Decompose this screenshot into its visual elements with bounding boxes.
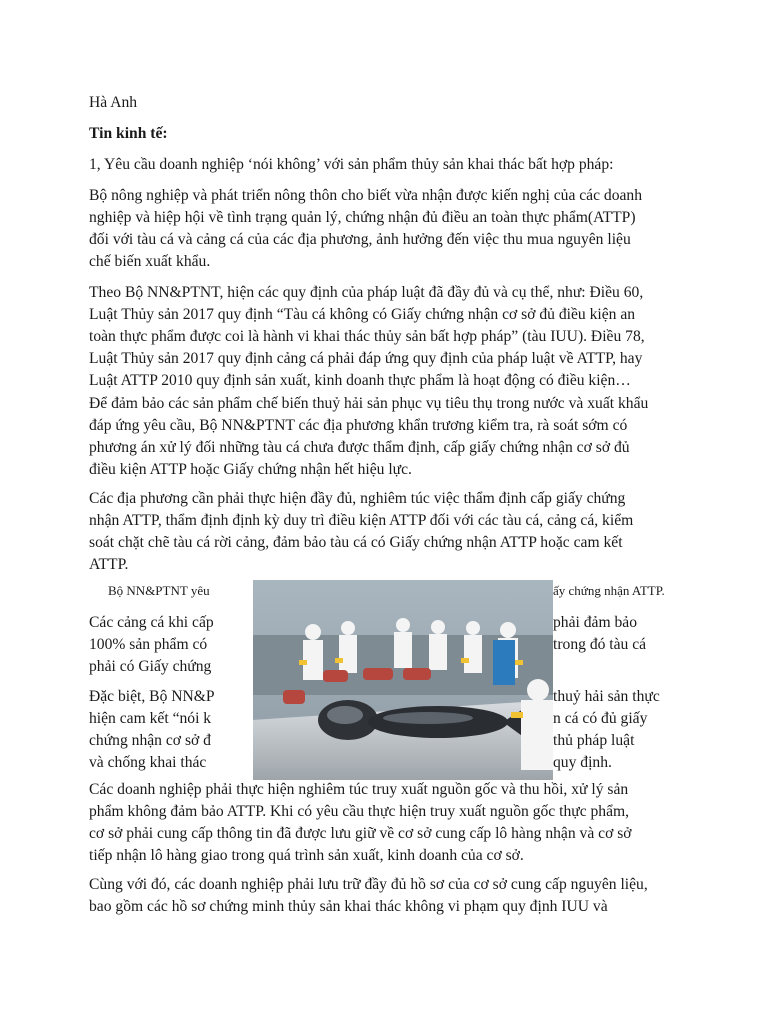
paragraph-line: đối với tàu cá và cảng cá của các địa phương, ảnh hưởng đến việc thu mua nguyên liệu — [89, 231, 631, 248]
paragraph-line: và chống khai thác — [89, 754, 207, 771]
paragraph-line: Luật Thủy sản 2017 quy định cảng cá phải đáp ứng quy định của pháp luật về ATTP, hay — [89, 350, 643, 367]
paragraph-line: nghiệp và hiệp hội về tình trạng quản lý, chứng nhận đủ điều an toàn thực phẩm(ATTP) — [89, 209, 636, 226]
paragraph-line: quy định. — [553, 754, 612, 771]
paragraph-line: Theo Bộ NN&PTNT, hiện các quy định của pháp luật đã đầy đủ và cụ thể, như: Điều 60, — [89, 284, 644, 301]
paragraph-line: toàn thực phẩm được coi là hành vi khai thác thủy sản bất hợp pháp” (tàu IUU). Điều 78, — [89, 328, 645, 345]
paragraph-line: ATTP. — [89, 556, 129, 573]
paragraph-line: Bộ nông nghiệp và phát triển nông thôn cho biết vừa nhận được kiến nghị của các doanh — [89, 187, 643, 204]
paragraph-line: phải đảm bảo — [553, 614, 638, 631]
photo-caption-left: Bộ NN&PTNT yêu — [108, 583, 210, 598]
paragraph-line: chứng nhận cơ sở đ — [89, 732, 211, 749]
paragraph-line: phẩm không đảm bảo ATTP. Khi có yêu cầu thực hiện truy xuất nguồn gốc thực phẩm, — [89, 803, 630, 820]
author-name: Hà Anh — [89, 94, 138, 111]
paragraph-line: Để đảm bảo các sản phẩm chế biến thuỷ hải sản phục vụ tiêu thụ trong nước và xuất khẩu — [89, 395, 649, 412]
paragraph-line: đáp ứng yêu cầu, Bộ NN&PTNT các địa phương khẩn trương kiểm tra, rà soát sớm có — [89, 417, 628, 434]
paragraph-line: tiếp nhận lô hàng giao trong quá trình sản xuất, kinh doanh của cơ sở. — [89, 847, 524, 864]
paragraph-line: soát chặt chẽ tàu cá rời cảng, đảm bảo tàu cá có Giấy chứng nhận ATTP hoặc cam kết — [89, 534, 623, 551]
paragraph-line: cơ sở phải cung cấp thông tin đã được lưu giữ về cơ sở cung cấp lô hàng nhận và cơ sở — [89, 825, 632, 842]
paragraph-line: điều kiện ATTP hoặc Giấy chứng nhận hết hiệu lực. — [89, 461, 412, 478]
paragraph-line: trong đó tàu cá — [553, 636, 647, 653]
paragraph-line: Cùng với đó, các doanh nghiệp phải lưu trữ đầy đủ hồ sơ của cơ sở cung cấp nguyên liệu, — [89, 876, 648, 893]
paragraph-line: chế biến xuất khẩu. — [89, 253, 211, 270]
paragraph-line: Luật ATTP 2010 quy định sản xuất, kinh doanh thực phẩm là hoạt động có điều kiện… — [89, 372, 631, 389]
paragraph-line: Các địa phương cần phải thực hiện đầy đủ, nghiêm túc việc thẩm định cấp giấy chứng — [89, 490, 626, 507]
paragraph-line: Luật Thủy sản 2017 quy định “Tàu cá không có Giấy chứng nhận cơ sở đủ điều kiện an — [89, 306, 636, 323]
paragraph-line: Các cảng cá khi cấp — [89, 614, 214, 631]
paragraph-line: Đặc biệt, Bộ NN&P — [89, 688, 215, 705]
paragraph-line: nhận ATTP, thẩm định định kỳ duy trì điều kiện ATTP đối với các tàu cá, cảng cá, kiểm — [89, 512, 634, 529]
paragraph-line: hiện cam kết “nói k — [89, 710, 212, 727]
paragraph-line: n cá có đủ giấy — [553, 710, 648, 727]
paragraph-line: bao gồm các hồ sơ chứng minh thủy sản khai thác không vi phạm quy định IUU và — [89, 898, 608, 915]
photo-caption-right: ấy chứng nhận ATTP. — [553, 583, 665, 598]
headline: 1, Yêu cầu doanh nghiệp ‘nói không’ với sản phẩm thủy sản khai thác bất hợp pháp: — [89, 156, 614, 173]
paragraph-line: phương án xử lý đối những tàu cá chưa được thẩm định, cấp giấy chứng nhận cơ sở đủ — [89, 439, 630, 456]
section-title: Tin kinh tế: — [89, 125, 168, 142]
paragraph-line: 100% sản phẩm có — [89, 636, 208, 653]
paragraph-line: phải có Giấy chứng — [89, 658, 212, 675]
paragraph-line: thuỷ hải sản thực — [553, 688, 660, 705]
fish-processing-photo — [253, 580, 553, 780]
paragraph-line: Các doanh nghiệp phải thực hiện nghiêm túc truy xuất nguồn gốc và thu hồi, xử lý sản — [89, 781, 629, 798]
paragraph-line: thủ pháp luật — [553, 732, 635, 749]
